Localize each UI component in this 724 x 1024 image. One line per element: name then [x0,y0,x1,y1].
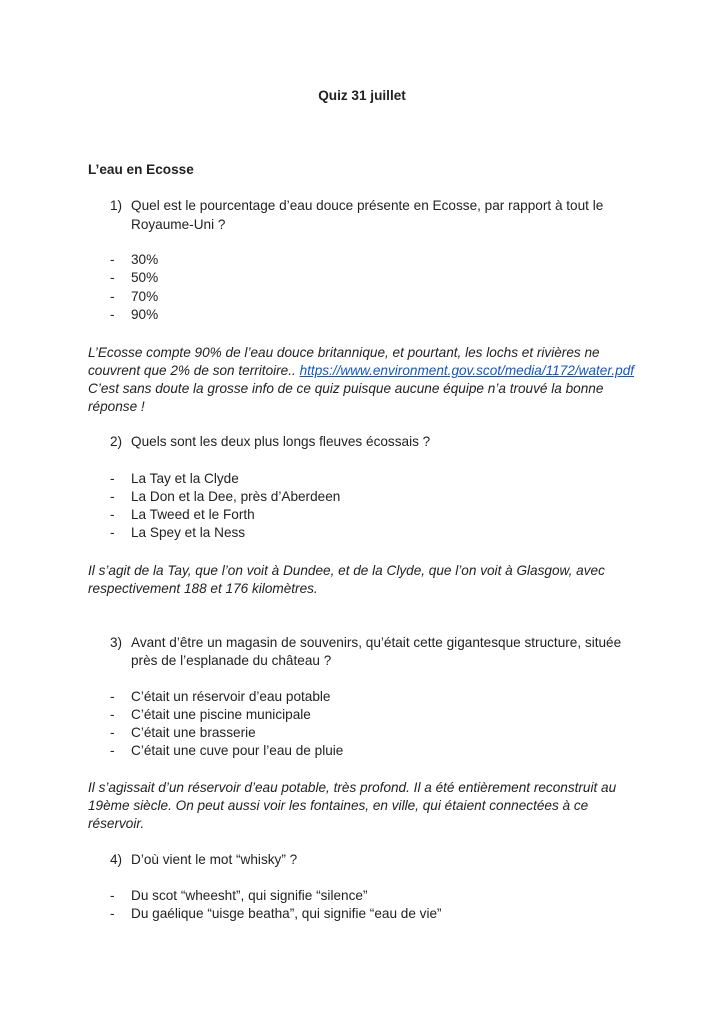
option-dash: - [110,525,115,540]
section-heading: L’eau en Ecosse [88,162,194,177]
question-3-number: 3) [110,635,123,650]
question-2-answer-line-2: respectivement 188 et 176 kilomètres. [88,581,318,596]
question-2-option-2: La Don et la Dee, près d’Aberdeen [131,489,341,504]
option-dash: - [110,507,115,522]
question-3-option-4: C’était une cuve pour l’eau de pluie [131,743,344,758]
page-title: Quiz 31 juillet [318,88,406,103]
question-2-option-1: La Tay et la Clyde [131,471,239,486]
option-dash: - [110,289,115,304]
question-1-answer-text: couvrent que 2% de son territoire.. [88,363,300,378]
question-2-option-3: La Tweed et le Forth [131,507,255,522]
option-dash: - [110,489,115,504]
question-4-option-1: Du scot “wheesht”, qui signifie “silence” [131,888,368,903]
option-dash: - [110,707,115,722]
question-1-answer-line-4: réponse ! [88,399,145,414]
question-2-answer-line-1: Il s’agit de la Tay, que l’on voit à Dundee, et de la Clyde, que l’on voit à Glasgow, avec [88,563,605,578]
question-3-option-2: C’était une piscine municipale [131,707,311,722]
question-2-number: 2) [110,434,123,449]
question-3-answer-line-3: réservoir. [88,816,145,831]
question-4-number: 4) [110,852,123,867]
option-dash: - [110,252,115,267]
question-3-answer-line-1: Il s’agissait d’un réservoir d’eau potable, très profond. Il a été entièrement reconstruit au [88,780,617,795]
question-1-answer-line-2 [88,363,634,378]
option-dash: - [110,307,115,322]
option-dash: - [110,725,115,740]
question-1-option-1: 30% [131,252,159,267]
question-2-text: Quels sont les deux plus longs fleuves écossais ? [131,434,431,449]
question-4-option-2: Du gaélique “uisge beatha”, qui signifie “eau de vie” [131,906,442,921]
question-1-number: 1) [110,198,123,213]
question-2-option-4: La Spey et la Ness [131,525,246,540]
question-1-option-2: 50% [131,270,159,285]
question-1-answer-line-1: L’Ecosse compte 90% de l’eau douce britannique, et pourtant, les lochs et rivières ne [88,345,600,360]
option-dash: - [110,471,115,486]
option-dash: - [110,906,115,921]
option-dash: - [110,689,115,704]
option-dash: - [110,888,115,903]
question-3-option-3: C’était une brasserie [131,725,256,740]
option-dash: - [110,743,115,758]
question-3-option-1: C’était un réservoir d’eau potable [131,689,331,704]
question-4-text: D’où vient le mot “whisky” ? [131,852,298,867]
option-dash: - [110,270,115,285]
question-1-answer-line-3: C’est sans doute la grosse info de ce quiz puisque aucune équipe n’a trouvé la bonne [88,381,604,396]
question-3-answer-line-2: 19ème siècle. On peut aussi voir les fontaines, en ville, qui étaient connectées à ce [88,798,589,813]
question-1-text-line-1: Quel est le pourcentage d’eau douce présente en Ecosse, par rapport à tout le [131,198,604,213]
question-3-text-line-1: Avant d’être un magasin de souvenirs, qu’était cette gigantesque structure, située [131,635,622,650]
question-1-text-line-2: Royaume-Uni ? [131,217,226,232]
question-1-option-3: 70% [131,289,159,304]
question-3-text-line-2: près de l’esplanade du château ? [131,653,332,668]
question-1-option-4: 90% [131,307,159,322]
source-link[interactable]: https://www.environment.gov.scot/media/1172/water.pdf [299,363,635,378]
